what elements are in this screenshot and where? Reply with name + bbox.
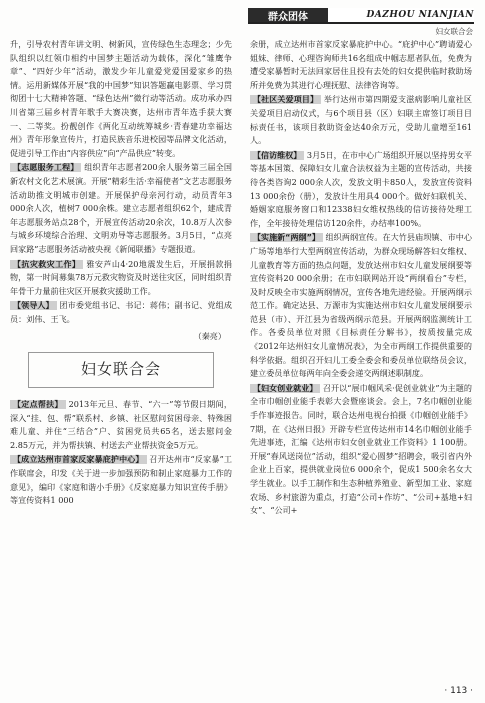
section-heading: 【实施新“两纲”】 (250, 233, 323, 242)
section-heading: 【社区关爱项目】 (250, 95, 321, 104)
paragraph: 余册，成立达州市首家反家暴庇护中心。“庇护中心”聘请爱心姐妹、律师、心理咨询师共16名组成中帼志愿者队伍，免费为遭受家暴暂时无法回家居住且投有去处的妇女提供临时救助场所并免费为其进行心理抚慰、法律咨询等。 (250, 39, 472, 90)
journal-title: DAZHOU NIANJIAN (366, 10, 474, 20)
left-column (10, 38, 232, 508)
paragraph-text: 组织两纲宣传。在大竹县庙坝镇、市中心广场等地举行大型两纲宣传活动，为群众现场解答妇女维权、儿童教育等方面的热点问题，发放达州市妇女儿童发展纲要等宣传资料20 000余册；在市妇联网站开设“两纲看台”专栏，及时反映全市实施两纲情况，宣传各地先进经验。开展两纲示范工作。确定达县、万源市为实施达州市妇女儿童发展纲要示范县（市）、开江县为省级两纲示范县。开展两纲监测统计工作。各委员单位对照《目标责任分解书》，按质按量完成《2012年达州妇女儿童情况表》，为全市两纲工作提供重要的科学依据。组织召开妇儿工委全委会和委员单位联络员会议，建立委员单位每两年向全委会递交两纲述职制度。 (250, 232, 472, 379)
page-number: · 113 · (444, 686, 473, 696)
section-heading: 【信访维权】 (250, 151, 304, 160)
paragraph-text: 举行达州市第四期爱支滋病影响儿童社区关爱项目启动仪式，与6个项目县（区）妇联主席签订项目目标责任书，该项目救助资金达40余万元，受助儿童增至161人。 (250, 94, 472, 146)
paragraph (10, 258, 232, 299)
paragraph (10, 453, 232, 507)
section-title-box: 妇女联合会 (28, 352, 214, 388)
paragraph (10, 161, 232, 256)
paragraph-text: 雅安芦山4·20地震发生后，开展捐款捐物，第一时间募集78万元救灾物资及时送往灾区，同时组织青年骨干力量前往灾区开展救灾援助工作。 (10, 258, 232, 296)
paragraph (250, 231, 472, 381)
paragraph: 升，引导农村青年讲文明、树新风，宣传绿色生态理念；少先队组织以红领巾相约中国梦主题活动为载体，深化“雏鹰争章”、“四好少年”活动，激发少年儿童爱党爱国爱家乡的热情。运用新媒体开展“我的中国梦”知识答题赢电影票、学习贯彻团十七大精神答题、“绿色达州”微行动等活动。成功承办四川省第三届乡村青年歌手大赛决赛，达州市青年选手获大赛一、二等奖。扮靓创作《两化互动统筹城乡·青春建功幸福达州》青年形象宣传片，打造民族音乐进校园等品牌文化活动，促进引导工作由“内容供应”向“产品供应”转变。 (10, 39, 232, 158)
paragraph-text: 团市委党组书记、书记：蒋伟；副书记、党组成员：刘伟、王飞。 (10, 300, 233, 324)
paragraph-text: 3月5日，在市中心广场组织开展以坚持男女平等基本国策、保障妇女儿童合法权益为主题的宣传活动，共接待各类咨询2 000余人次，发放文明卡850人，发放宣传资料13 000余份（册），发放计生用具4 000个。做好妇联机关、婚姻家庭服务窗口和12338妇女维权热线的信访接待处理工作，全年接待处理信访120余件，办结率100%。 (250, 149, 472, 228)
section-tag: 群众团体 (248, 8, 328, 22)
paragraph (10, 398, 232, 452)
section-heading: 【抗灾救灾工作】 (10, 260, 83, 269)
paragraph-text: 召开达州市“反家暴”工作联席会，印发《关于进一步加强预防和制止家庭暴力工作的意见》，编印《家庭和谐小手册》《反家庭暴力知识宣传手册》等宣传资料1 000 (10, 454, 232, 506)
paragraph (250, 382, 472, 518)
paragraph (250, 93, 472, 147)
author-signature: （秦亮） (193, 331, 226, 342)
paragraph-text: 2013年元旦、春节、“六一”等节假日期间，深入“挂、包、帮”联系村、乡镇、社区慰问贫困母亲、特殊困难儿童、并住“三结合”户、贫困党员共65名，送去慰问金2.85万元，并为帮扶镇、村送去产业帮扶资金5万元。 (10, 399, 233, 450)
paragraph-text: 召开以“展巾帼风采·促创业就业”为主题的全市巾帼创业能手表彰大会暨座谈会。会上，7名巾帼创业能手作事迹报告。同时，联合达州电视台拍摄《巾帼创业能手》7期，在《达州日报》开辟专栏宣传达州市14名巾帼创业能手先进事迹，汇编《达州市妇女创业就业工作资料》1 100册。开展“春风送岗位”活动，组织“爱心圆梦”招聘会，吸引省内外企业上百家，提供就业岗位6 000余个，促成1 500余名女大学生就业。以手工制作和生态种植养殖业、新型加工业、家庭农场、乡村旅游为重点，打造“公司+作坊”、“公司+基地+妇女”、“公司+ (250, 382, 472, 516)
running-header (248, 8, 474, 24)
paragraph (250, 149, 472, 231)
section-heading: 【领导人】 (10, 301, 57, 310)
section-heading: 【志愿服务工程】 (10, 163, 81, 172)
section-heading: 【定点帮扶】 (10, 400, 66, 409)
right-column (250, 38, 472, 518)
section-heading: 【妇女创业就业】 (250, 384, 320, 393)
paragraph-text: 组织青年志愿者200余人服务第三届全国新农村文化艺术展演。开展“精彩生活·幸福使者”文艺志愿服务活动助推文明城市创建。开展保护母亲河行动，动员青年3 000余人次，植树7 000余株。建立志愿者组织62个，建成青年志愿服务站点28个，开展宣传活动20余次，10.8万人次参与城乡环境综合治理、文明劝导等志愿服务。3月5日，“点亮回家路”志愿服务活动被央视《新闻联播》专题报道。 (10, 162, 233, 254)
section-heading: 【成立达州市首家反家暴庇护中心】 (10, 455, 147, 464)
section-subtitle: 妇女联合会 (435, 27, 473, 36)
paragraph (10, 299, 232, 326)
